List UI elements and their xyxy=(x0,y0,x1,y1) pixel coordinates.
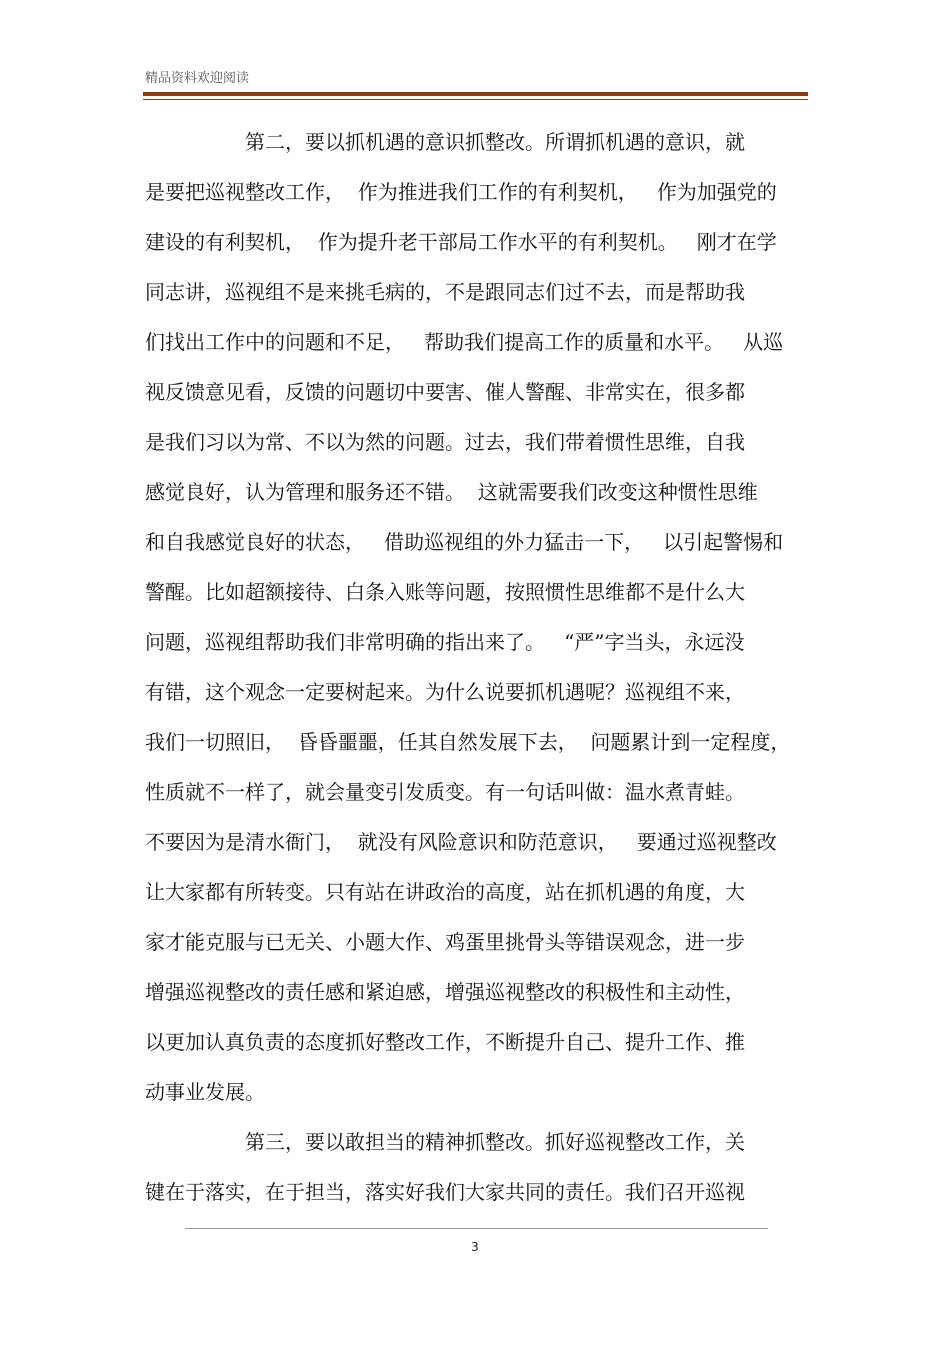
paragraph-line: 有错，这个观念一定要树起来。为什么说要抓机遇呢？巡视组不来， xyxy=(145,680,745,704)
paragraph-line: 感觉良好，认为管理和服务还不错。 这就需要我们改变这种惯性思维 xyxy=(145,480,758,504)
paragraph-line: 以更加认真负责的态度抓好整改工作，不断提升自己、提升工作、推 xyxy=(145,1030,745,1054)
paragraph-line: 我们一切照旧， 昏昏噩噩，任其自然发展下去， 问题累计到一定程度， xyxy=(145,730,791,754)
paragraph-line: 们找出工作中的问题和不足， 帮助我们提高工作的质量和水平。 从巡 xyxy=(145,330,784,354)
paragraph-line: 建设的有利契机， 作为提升老干部局工作水平的有利契机。 刚才在学 xyxy=(145,230,777,254)
paragraph-line: 性质就不一样了，就会量变引发质变。有一句话叫做：温水煮青蛙。 xyxy=(145,780,745,804)
paragraph-line: 问题，巡视组帮助我们非常明确的指出来了。 “严”字当头，永远没 xyxy=(145,630,745,654)
paragraph-line: 增强巡视整改的责任感和紧迫感，增强巡视整改的积极性和主动性， xyxy=(145,980,745,1004)
paragraph-line: 是要把巡视整改工作， 作为推进我们工作的有利契机， 作为加强党的 xyxy=(145,180,777,204)
paragraph-line: 键在于落实，在于担当，落实好我们大家共同的责任。我们召开巡视 xyxy=(145,1180,745,1204)
header-label: 精品资料欢迎阅读 xyxy=(145,71,250,86)
paragraph-line: 第二，要以抓机遇的意识抓整改。所谓抓机遇的意识，就 xyxy=(245,130,745,154)
page-number: 3 xyxy=(471,1240,479,1254)
paragraph-line: 警醒。比如超额接待、白条入账等问题，按照惯性思维都不是什么大 xyxy=(145,580,745,604)
header-divider-thin xyxy=(143,99,808,100)
paragraph-line: 视反馈意见看，反馈的问题切中要害、催人警醒、非常实在，很多都 xyxy=(145,380,745,404)
footer-divider xyxy=(185,1228,768,1229)
paragraph-line: 家才能克服与已无关、小题大作、鸡蛋里挑骨头等错误观念，进一步 xyxy=(145,930,745,954)
paragraph-line: 是我们习以为常、不以为然的问题。过去，我们带着惯性思维，自我 xyxy=(145,430,745,454)
paragraph-line: 动事业发展。 xyxy=(145,1080,265,1104)
paragraph-line: 和自我感觉良好的状态， 借助巡视组的外力猛击一下， 以引起警惕和 xyxy=(145,530,784,554)
paragraph-line: 不要因为是清水衙门， 就没有风险意识和防范意识， 要通过巡视整改 xyxy=(145,830,777,854)
paragraph-line: 让大家都有所转变。只有站在讲政治的高度，站在抓机遇的角度，大 xyxy=(145,880,745,904)
paragraph-line: 同志讲，巡视组不是来挑毛病的，不是跟同志们过不去，而是帮助我 xyxy=(145,280,745,304)
paragraph-line: 第三，要以敢担当的精神抓整改。抓好巡视整改工作，关 xyxy=(245,1130,745,1154)
header-divider-thick xyxy=(143,92,808,96)
